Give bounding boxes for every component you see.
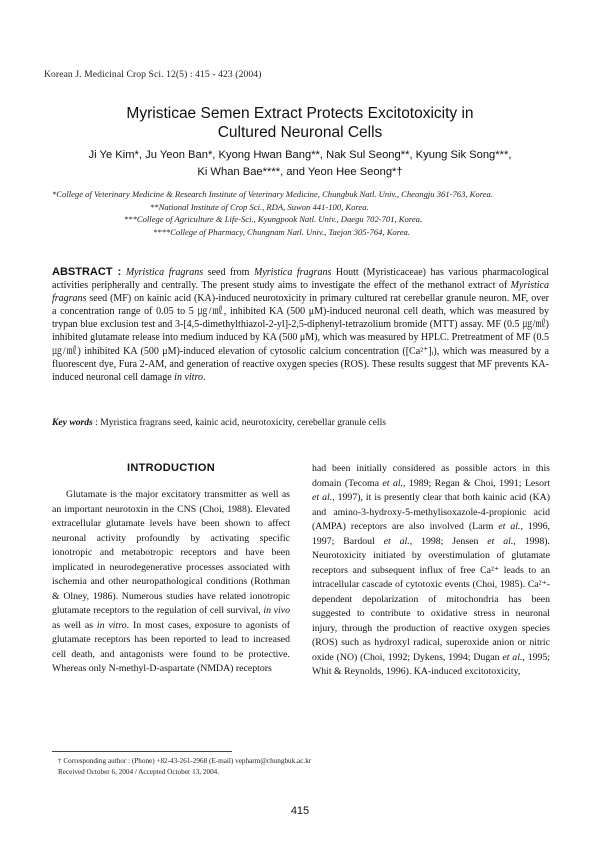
footnote-corresponding-author: † Corresponding author : (Phone) +82-43-261-2968 (E-mail) vepharm@chungbuk.ac.kr: [58, 757, 312, 765]
et-al: et al.: [502, 651, 523, 663]
page-number: 415: [290, 805, 310, 817]
abstract-text-seed-from: seed from: [203, 267, 255, 278]
keywords: [52, 416, 549, 429]
affiliation-2: **National Institute of Crop Sci., RDA, Suwon 441-100, Korea.: [150, 201, 369, 212]
keywords-text: : Myristica fragrans seed, kainic acid, neurotoxicity, cerebellar granule cells: [92, 417, 386, 428]
abstract-text-1: Houtt (Myristicaceae) has various pharmacological activities peripherally and centrally. The present study aims to investigate the effect of the methanol extract of: [52, 267, 550, 292]
paper-title: [0, 104, 600, 142]
intro-in-vivo: in vivo: [263, 605, 290, 616]
left-column: [52, 488, 290, 677]
footnote-divider: [52, 751, 232, 752]
journal-reference: Korean J. Medicinal Crop Sci. 12(5) : 415 - 423 (2004): [44, 69, 262, 80]
intro-text-2: . In most cases, exposure to agonists of glutamate receptors has been reported to lead to increased cell death, and antagonists were found to be protective. Whereas only N-methyl-D-aspartate (NMDA) receptors: [52, 619, 290, 674]
intro-right-b: , 1989; Regan & Choi, 1991; Lesort: [403, 477, 550, 489]
abstract-end: .: [202, 371, 206, 383]
intro-right-d: , 1996, 1997; Bardoul: [312, 521, 550, 547]
title-line-1: Myristicae Semen Extract Protects Excitotoxicity in: [126, 105, 474, 122]
authors-line-1: Ji Ye Kim*, Ju Yeon Ban*, Kyong Hwan Bang**, Nak Sul Seong**, Kyung Sik Song***,: [88, 149, 512, 161]
intro-right-a: had been initially considered as possible actors in this domain (Tecoma: [312, 463, 550, 489]
intro-right-f: , 1998). Neurotoxicity initiated by overstimulation of glutamate receptors and subsequent influx of free Ca²⁺ leads to an intracellular cascade of cytotoxic events (Choi, 1985). Ca²⁺-dependent depolarization of mitochondria has been suggested to contribute to oxidative stress in neuronal injury, through the production of reactive oxygen species (ROS) such as hydroxyl radical, superoxide anion or nitric oxide (NO) (Choi, 1992; Dykens, 1994; Dugan: [312, 535, 550, 663]
intro-paragraph-cont: [312, 462, 550, 680]
intro-right-c: , 1997), it is presently clear that both kainic acid (KA) and amino-3-hydroxy-5-methylisoxazole-4-propionic acid (AMPA) receptors are also involved (Larm: [312, 492, 550, 532]
et-al: et al.: [382, 477, 404, 489]
intro-text-1: Glutamate is the major excitatory transmitter as well as an important neurotoxin in the CNS (Choi, 1988). Elevated extracellular glutamate levels have been shown to affect neuronal activity profoundly by activating specific ionotropic and metabotropic receptors and have been implicated in neurodegenerative processes associated with ischemia and other neuropathological conditions (Rothman & Olney, 1986). Numerous studies have related ionotropic glutamate receptors to the regulation of cell survival,: [52, 489, 290, 616]
abstract-text-2: seed (MF) on kainic acid (KA)-induced neurotoxicity in primary cultured rat cerebellar granule neuron. MF, over a concentration range of 0.05 to 5 ㎍/㎖, inhibited KA (500 μM)-induced neuronal cell death, which was measured by trypan blue exclusion test and 3-[4,5-dimethylthiazol-2-yl]-2,5-diphenyl-tetrazolium bromide (MTT) assay. MF (0.5 ㎍/㎖) inhibited glutamate release into medium induced by KA (500 μM), which was measured by HPLC. Pretreatment of MF (0.5 ㎍/㎖) inhibited KA (500 μM)-induced elevation of cytosolic calcium concentration ([Ca²⁺]ᵢ), which was measured by a fluorescent dye, Fura 2-AM, and generation of reactive oxygen species (ROS). These results suggest that MF prevents KA-induced neuronal cell damage: [52, 293, 549, 383]
intro-right-e: , 1998; Jensen: [409, 535, 488, 547]
intro-text-as-well-as: as well as: [52, 619, 97, 631]
affiliation-3: ***College of Agriculture & Life-Sci., Kyungpook Natl. Univ., Daegu 702-701, Korea.: [124, 214, 423, 224]
affiliation-1: *College of Veterinary Medicine & Research Institute of Veterinary Medicine, Chungbuk Natl. Univ., Cheongju 361-763, Korea.: [52, 189, 493, 199]
author-list: [0, 147, 600, 181]
intro-paragraph-1: [52, 488, 290, 677]
abstract-label: ABSTRACT :: [52, 266, 122, 278]
abstract-in-vitro: in vitro: [174, 371, 203, 383]
abstract-species: Myristica fragrans: [125, 267, 204, 278]
abstract: [52, 266, 549, 384]
et-al: et al.: [498, 521, 521, 532]
abstract-species-3: Myristica fragrans: [52, 280, 549, 305]
et-al: et al.: [487, 535, 514, 547]
affiliation-4: ****College of Pharmacy, Chungnam Natl. Univ., Taejon 305-764, Korea.: [153, 226, 411, 237]
abstract-species-2: Myristica fragrans: [254, 267, 332, 278]
intro-right-g: , 1995; Whit & Reynolds, 1996). KA-induced excitotoxicity,: [312, 651, 551, 677]
footnote-received: Received October 6, 2004 / Accepted October 13, 2004.: [58, 767, 220, 776]
section-heading-introduction: INTRODUCTION: [127, 462, 215, 474]
affiliations: [0, 188, 600, 238]
intro-in-vitro: in vitro: [96, 619, 127, 631]
footnotes: [58, 756, 311, 777]
authors-line-2: Ki Whan Bae****, and Yeon Hee Seong*†: [197, 166, 403, 178]
right-column: [312, 462, 550, 680]
et-al: et al.: [312, 492, 333, 503]
title-line-2: Cultured Neuronal Cells: [217, 124, 383, 141]
et-al: et al.: [383, 535, 410, 547]
keywords-label: Key words: [52, 417, 93, 428]
